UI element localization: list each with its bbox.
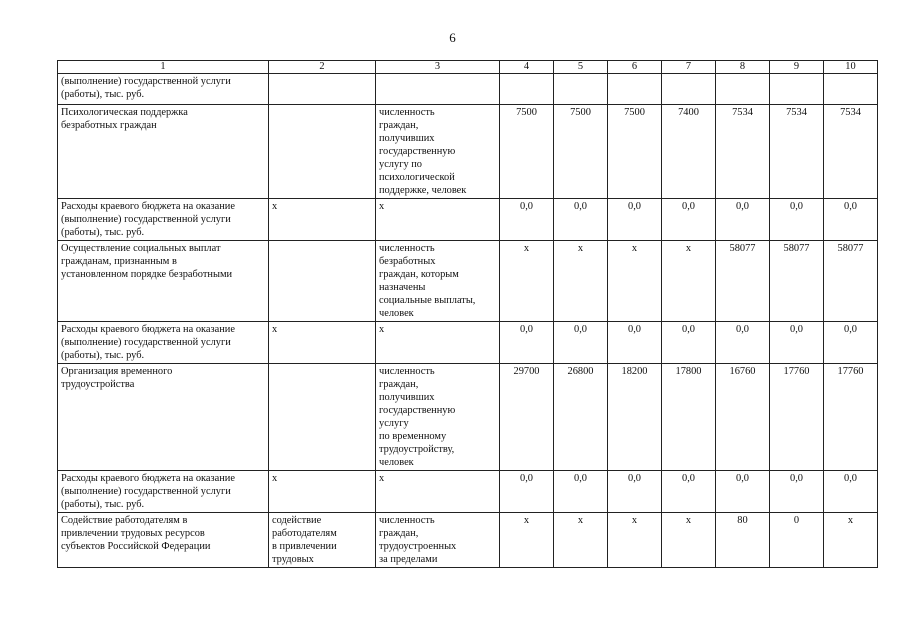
value-cell: 7400 xyxy=(662,105,716,199)
column-header: 8 xyxy=(716,61,770,74)
value-cell: х xyxy=(608,513,662,568)
value-cell: х xyxy=(662,513,716,568)
value-cell xyxy=(662,74,716,105)
table-row xyxy=(58,513,878,568)
value-cell: 26800 xyxy=(554,364,608,471)
indicator-cell: численность граждан, получивших государственную услугу по психологической поддержке, человек xyxy=(376,105,500,199)
value-cell: х xyxy=(554,241,608,322)
value-cell: 17760 xyxy=(824,364,878,471)
table-row xyxy=(58,364,878,471)
indicator-cell: численность безработных граждан, которым назначены социальные выплаты, человек xyxy=(376,241,500,322)
row-name-cell: Психологическая поддержка безработных граждан xyxy=(58,105,269,199)
table-row xyxy=(58,471,878,513)
indicator-cell xyxy=(376,74,500,105)
value-cell xyxy=(554,74,608,105)
column-header: 3 xyxy=(376,61,500,74)
column-header: 7 xyxy=(662,61,716,74)
service-cell xyxy=(269,74,376,105)
value-cell xyxy=(716,74,770,105)
service-cell xyxy=(269,241,376,322)
value-cell: х xyxy=(662,241,716,322)
column-header: 1 xyxy=(58,61,269,74)
row-name-cell: Расходы краевого бюджета на оказание (выполнение) государственной услуги (работы), тыс. руб. xyxy=(58,471,269,513)
indicator-cell: численность граждан, получивших государственную услугу по временному трудоустройству, человек xyxy=(376,364,500,471)
value-cell: 0,0 xyxy=(662,471,716,513)
value-cell: 17800 xyxy=(662,364,716,471)
header-row xyxy=(58,61,878,74)
value-cell: 0,0 xyxy=(554,471,608,513)
value-cell: х xyxy=(554,513,608,568)
indicator-cell: численность граждан, трудоустроенных за пределами xyxy=(376,513,500,568)
column-header: 6 xyxy=(608,61,662,74)
indicators-table xyxy=(57,60,878,568)
value-cell: х xyxy=(500,513,554,568)
row-name-cell: (выполнение) государственной услуги (работы), тыс. руб. xyxy=(58,74,269,105)
column-header: 4 xyxy=(500,61,554,74)
table-row xyxy=(58,241,878,322)
value-cell: 29700 xyxy=(500,364,554,471)
value-cell: 58077 xyxy=(824,241,878,322)
value-cell: 18200 xyxy=(608,364,662,471)
table-row xyxy=(58,74,878,105)
value-cell: 0,0 xyxy=(716,322,770,364)
value-cell xyxy=(500,74,554,105)
value-cell: 0,0 xyxy=(554,199,608,241)
value-cell: х xyxy=(500,241,554,322)
service-cell: х xyxy=(269,471,376,513)
page-number: 6 xyxy=(449,30,456,45)
value-cell: 16760 xyxy=(716,364,770,471)
row-name-cell: Осуществление социальных выплат гражданам, признанным в установленном порядке безработными xyxy=(58,241,269,322)
row-name-cell: Содействие работодателям в привлечении трудовых ресурсов субъектов Российской Федерации xyxy=(58,513,269,568)
column-header: 10 xyxy=(824,61,878,74)
value-cell: 0,0 xyxy=(824,199,878,241)
column-header: 2 xyxy=(269,61,376,74)
row-name-cell: Расходы краевого бюджета на оказание (выполнение) государственной услуги (работы), тыс. руб. xyxy=(58,322,269,364)
indicator-cell: х xyxy=(376,471,500,513)
value-cell: 7534 xyxy=(770,105,824,199)
value-cell: 0,0 xyxy=(662,322,716,364)
value-cell: 58077 xyxy=(716,241,770,322)
column-header: 5 xyxy=(554,61,608,74)
value-cell: 0,0 xyxy=(554,322,608,364)
value-cell: 0,0 xyxy=(608,199,662,241)
indicator-cell: х xyxy=(376,199,500,241)
service-cell: х xyxy=(269,322,376,364)
value-cell: 0,0 xyxy=(500,471,554,513)
value-cell xyxy=(824,74,878,105)
table-row xyxy=(58,199,878,241)
indicator-cell: х xyxy=(376,322,500,364)
service-cell xyxy=(269,105,376,199)
value-cell: 0,0 xyxy=(662,199,716,241)
value-cell: 0,0 xyxy=(716,471,770,513)
value-cell: 7500 xyxy=(608,105,662,199)
value-cell: 7500 xyxy=(500,105,554,199)
value-cell: 7500 xyxy=(554,105,608,199)
value-cell: х xyxy=(608,241,662,322)
value-cell: 17760 xyxy=(770,364,824,471)
table-row xyxy=(58,322,878,364)
service-cell: содействие работодателям в привлечении трудовых xyxy=(269,513,376,568)
value-cell: х xyxy=(824,513,878,568)
value-cell: 0,0 xyxy=(500,322,554,364)
row-name-cell: Расходы краевого бюджета на оказание (выполнение) государственной услуги (работы), тыс. руб. xyxy=(58,199,269,241)
value-cell: 0,0 xyxy=(824,471,878,513)
value-cell: 0,0 xyxy=(770,471,824,513)
value-cell: 7534 xyxy=(824,105,878,199)
table-row xyxy=(58,105,878,199)
value-cell: 0 xyxy=(770,513,824,568)
value-cell: 0,0 xyxy=(500,199,554,241)
row-name-cell: Организация временного трудоустройства xyxy=(58,364,269,471)
service-cell xyxy=(269,364,376,471)
column-header: 9 xyxy=(770,61,824,74)
value-cell: 58077 xyxy=(770,241,824,322)
service-cell: х xyxy=(269,199,376,241)
value-cell xyxy=(770,74,824,105)
value-cell: 0,0 xyxy=(608,322,662,364)
value-cell: 0,0 xyxy=(716,199,770,241)
value-cell: 7534 xyxy=(716,105,770,199)
value-cell: 0,0 xyxy=(770,199,824,241)
value-cell: 80 xyxy=(716,513,770,568)
value-cell xyxy=(608,74,662,105)
value-cell: 0,0 xyxy=(608,471,662,513)
value-cell: 0,0 xyxy=(824,322,878,364)
value-cell: 0,0 xyxy=(770,322,824,364)
